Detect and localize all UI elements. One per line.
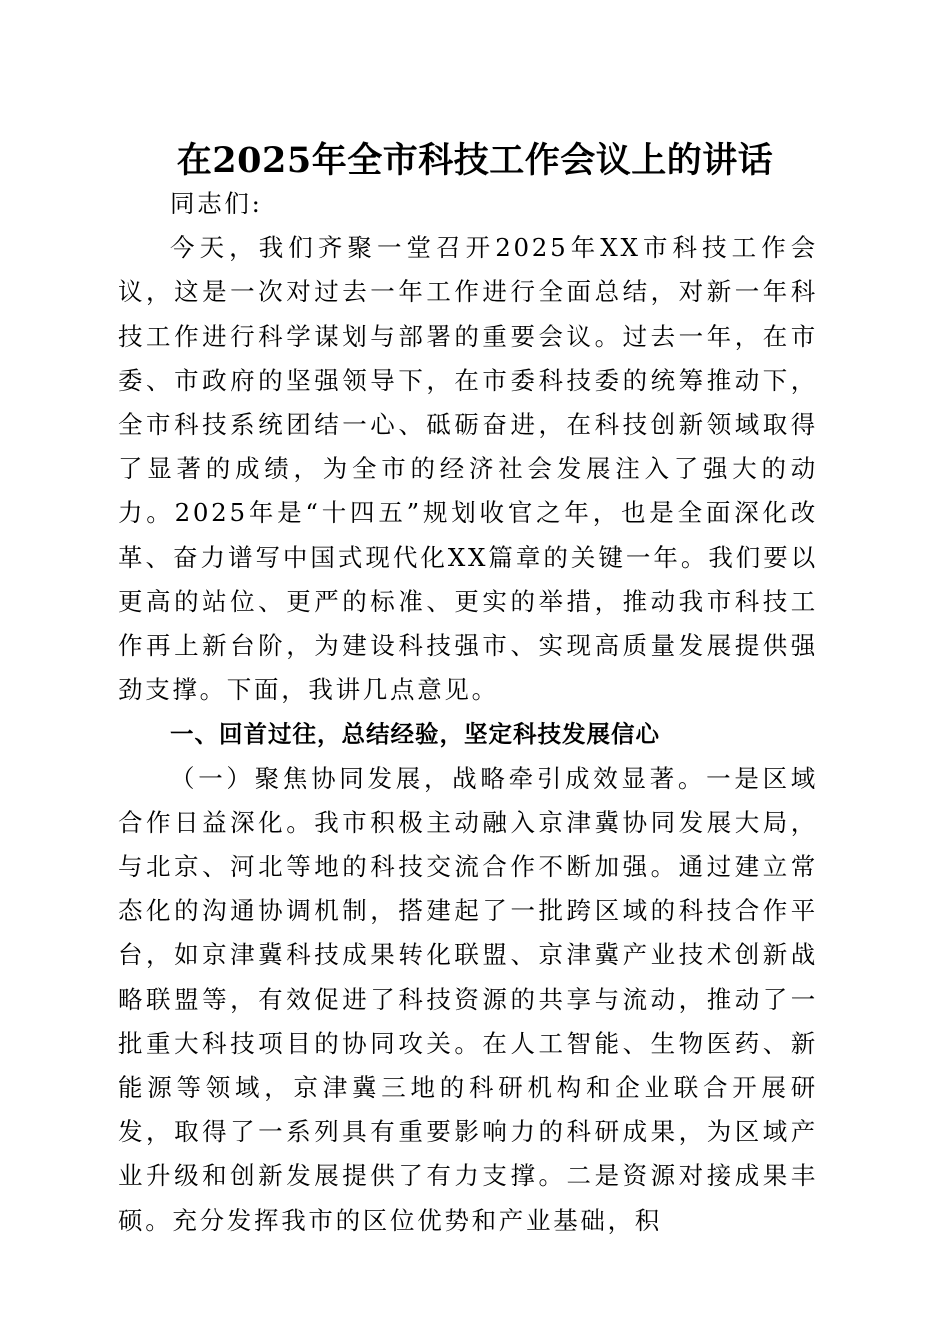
document-title: 在2025年全市科技工作会议上的讲话: [176, 140, 774, 181]
subsection-paragraph: （一）聚焦协同发展，战略牵引成效显著。一是区域合作日益深化。我市积极主动融入京津冀协同发展大局，与北京、河北等地的科技交流合作不断加强。通过建立常态化的沟通协调机制，搭建起了一批跨区域的科技合作平台，如京津冀科技成果转化联盟、京津冀产业技术创新战略联盟等，有效促进了科技资源的共享与流动，推动了一批重大科技项目的协同攻关。在人工智能、生物医药、新能源等领域，京津冀三地的科研机构和企业联合开展研发，取得了一系列具有重要影响力的科研成果，为区域产业升级和创新发展提供了有力支撑。二是资源对接成果丰硕。充分发挥我市的区位优势和产业基础，积: [118, 763, 818, 1235]
section-heading: 一、回首过往，总结经验，坚定科技发展信心: [170, 720, 660, 749]
intro-paragraph: 今天，我们齐聚一堂召开2025年XX市科技工作会议，这是一次对过去一年工作进行全面总结，对新一年科技工作进行科学谋划与部署的重要会议。过去一年，在市委、市政府的坚强领导下，在市委科技委的统筹推动下，全市科技系统团结一心、砥砺奋进，在科技创新领域取得了显著的成绩，为全市的经济社会发展注入了强大的动力。2025年是“十四五”规划收官之年，也是全面深化改革、奋力谱写中国式现代化XX篇章的关键一年。我们要以更高的站位、更严的标准、更实的举措，推动我市科技工作再上新台阶，为建设科技强市、实现高质量发展提供强劲支撑。下面，我讲几点意见。: [118, 233, 818, 705]
salutation: 同志们:: [170, 189, 263, 218]
document-body: [118, 182, 818, 1243]
